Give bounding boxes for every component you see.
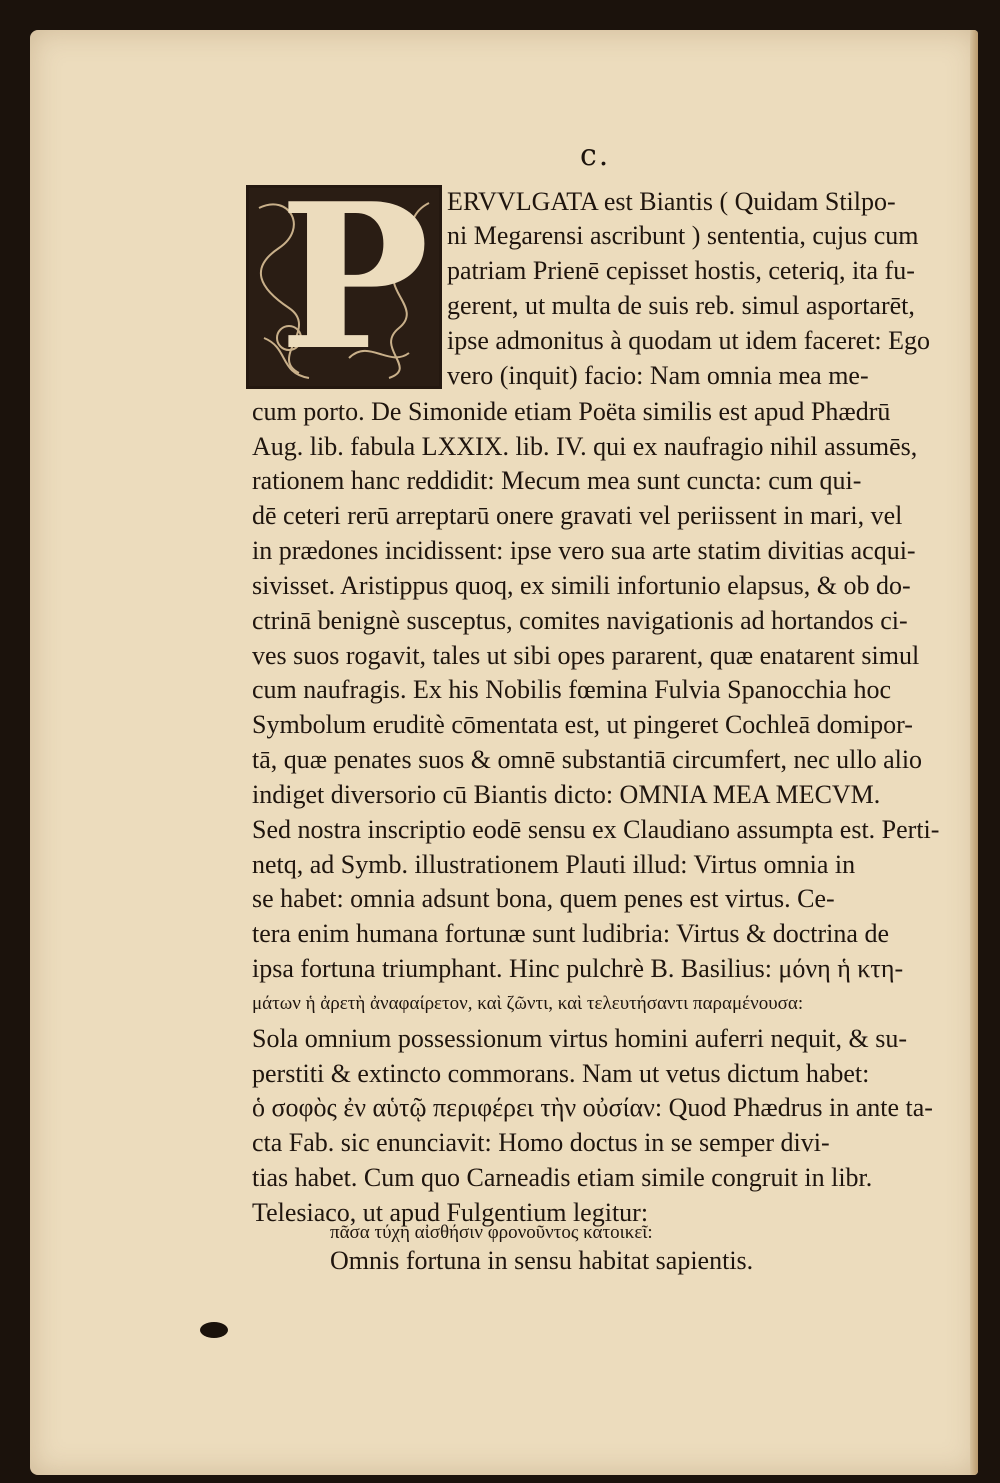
text-line: ipse admonitus à quodam ut idem faceret: Ego	[447, 326, 931, 355]
text-line: tias habet. Cum quo Carneadis etiam simile congruit in libr.	[252, 1163, 873, 1192]
text-line: se habet: omnia adsunt bona, quem penes est virtus. Ce-	[252, 884, 835, 913]
initial-letter: P	[279, 160, 430, 395]
text-line: ves suos rogavit, tales ut sibi opes pararent, quæ enatarent simul	[252, 641, 920, 670]
text-line: tā, quæ penates suos & omnē substantiā circumfert, nec ullo alio	[252, 745, 923, 774]
text-line: Telesiaco, ut apud Fulgentium legitur:	[252, 1198, 649, 1227]
text-line: vero (inquit) facio: Nam omnia mea me-	[447, 361, 869, 390]
text-line: Symbolum eruditè cōmentata est, ut pingeret Cochleā domipor-	[252, 710, 913, 739]
decorated-initial	[246, 160, 442, 395]
text-line: netq, ad Symb. illustrationem Plauti illud: Virtus omnia in	[252, 850, 856, 879]
verse-latin: Omnis fortuna in sensu habitat sapientis.	[330, 1246, 754, 1275]
text-line: cum naufragis. Ex his Nobilis fœmina Fulvia Spanocchia hoc	[252, 675, 892, 704]
text-line: μάτων ἡ ἀρετὴ ἀναφαίρετον, καὶ ζῶντι, καὶ τελευτήσαντι παραμένουσα:	[252, 993, 804, 1014]
text-line: cum porto. De Simonide etiam Poëta similis est apud Phædrū	[252, 397, 891, 426]
text-line: ctrinā benignè susceptus, comites navigationis ad hortandos ci-	[252, 606, 908, 635]
text-line: ERVVLGATA est Biantis ( Quidam Stilpo-	[447, 187, 896, 216]
text-line: gerent, ut multa de suis reb. simul asportarēt,	[447, 291, 915, 320]
text-line: rationem hanc reddidit: Mecum mea sunt cuncta: cum qui-	[252, 466, 862, 495]
text-line: tera enim humana fortunæ sunt ludibria: Virtus & doctrina de	[252, 919, 889, 948]
verse-greek: πᾶσα τύχη αἰσθήσιν φρονοῦντος κατοικεῖ:	[330, 1222, 653, 1243]
text-line: perstiti & extincto commorans. Nam ut vetus dictum habet:	[252, 1059, 870, 1088]
page-signature: c.	[580, 138, 611, 173]
text-line: ni Megarensi ascribunt ) sententia, cujus cum	[447, 221, 919, 250]
text-line: indiget diversorio cū Biantis dicto: OMNIA MEA MECVM.	[252, 780, 881, 809]
text-line: cta Fab. sic enunciavit: Homo doctus in se semper divi-	[252, 1128, 830, 1157]
text-line: dē ceteri rerū arreptarū onere gravati vel periissent in mari, vel	[252, 501, 903, 530]
text-line: Aug. lib. fabula LXXIX. lib. IV. qui ex naufragio nihil assumēs,	[252, 432, 918, 461]
page-edge	[970, 30, 978, 1475]
text-line: in prædones incidissent: ipse vero sua arte statim divitias acqui-	[252, 536, 916, 565]
text-line: patriam Prienē cepisset hostis, ceteriq, ita fu-	[447, 256, 915, 285]
text-line: Sola omnium possessionum virtus homini auferri nequit, & su-	[252, 1024, 908, 1053]
text-line: sivisset. Aristippus quoq, ex simili infortunio elapsus, & ob do-	[252, 571, 911, 600]
text-line: Sed nostra inscriptio eodē sensu ex Claudiano assumpta est. Perti-	[252, 815, 940, 844]
text-line: ὁ σοφὸς ἐν αὑτῷ περιφέρει τὴν οὐσίαν: Quod Phædrus in ante ta-	[252, 1093, 933, 1122]
text-line: ipsa fortuna triumphant. Hinc pulchrè B. Basilius: μόνη ἡ κτη-	[252, 954, 904, 983]
ink-blot	[200, 1322, 228, 1338]
